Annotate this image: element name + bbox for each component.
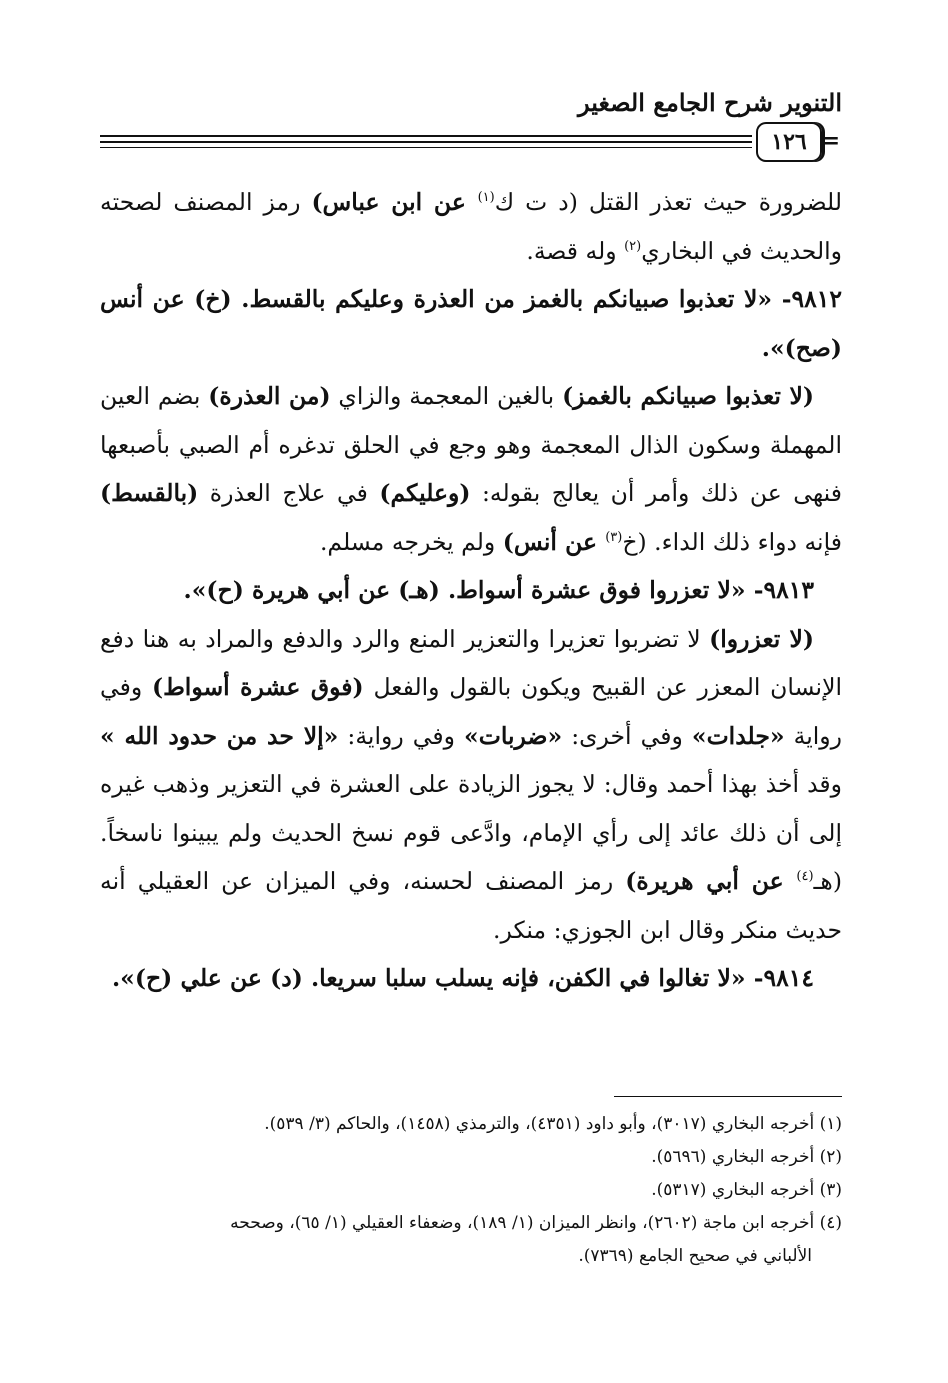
commentary-9813: (لا تعزروا) لا تضربوا تعزيرا والتعزير المنع والرد والدفع والمراد به هنا دفع الإنسان المعزر عن القبيح ويكون بالقول والفعل (فوق عشرة أسواط) وفي رواية «جلدات» وفي أخرى: «ضربات» وفي رواية: «إلا حد من حدود الله » وقد أخذ بهذا أحمد وقال: لا يجوز الزيادة على العشرة في التعزير وذهب غيره إلى أن ذلك عائد إلى رأي الإمام، وادَّعى قوم نسخ الحديث ولم يبينوا ناسخاً. (هـ$^{(٤)}$ عن أبي هريرة) رمز المصنف لحسنه، وفي الميزان عن العقيلي أنه حديث منكر وقال ابن الجوزي: منكر. xyxy=(100,624,843,944)
footnote-ref: (٤) xyxy=(796,869,814,885)
footnote-ref: (١) xyxy=(477,190,495,206)
commentary-9812: (لا تعذبوا صبيانكم بالغمز) بالغين المعجمة والزاي (من العذرة) بضم العين المهملة وسكون الذال المعجمة وهو وجع في الحلق تدغره أم الصبي بأصبعها فنهى عن ذلك وأمر أن يعالج بقوله: (وعليكم) في علاج العذرة (بالقسط) فإنه دواء ذلك الداء. (خ$^{(٣)}$ عن أنس) ولم يخرجه مسلم. xyxy=(100,382,842,556)
paragraph-continuation: للضرورة حيث تعذر القتل (د ت ك$^{(١)}$ عن ابن عباس) رمز المصنف لصحته والحديث في البخاري$^{(٢)}$ وله قصة. xyxy=(100,188,842,265)
footnote-2: (٢) أخرجه البخاري (٥٦٩٦). xyxy=(651,1147,842,1167)
footnote-separator xyxy=(614,1096,842,1097)
footnote-ref: (٢) xyxy=(624,238,642,254)
hadith-9814: ٩٨١٤- «لا تغالوا في الكفن، فإنه يسلب سلبا سريعا. (د) عن علي (ح)». xyxy=(111,964,814,992)
page-number: ١٢٦ xyxy=(756,122,822,162)
rule-line xyxy=(100,135,752,137)
footnote-1: (١) أخرجه البخاري (٣٠١٧)، وأبو داود (٤٣٥١)، والترمذي (١٤٥٨)، والحاكم (٣/ ٥٣٩). xyxy=(264,1114,842,1134)
footnote-ref: (٣) xyxy=(605,529,623,545)
main-text xyxy=(100,178,842,1003)
rule-line xyxy=(100,141,752,143)
hadith-9813: ٩٨١٣- «لا تعزروا فوق عشرة أسواط. (هـ) عن أبي هريرة (ح)». xyxy=(183,576,814,604)
footnote-4: (٤) أخرجه ابن ماجة (٢٦٠٢)، وانظر الميزان (١/ ١٨٩)، وضعفاء العقيلي (١/ ٦٥)، وصححه xyxy=(230,1213,842,1233)
rule-line xyxy=(100,147,752,148)
header-mark: = xyxy=(821,128,840,154)
running-title: التنوير شرح الجامع الصغير xyxy=(578,88,842,117)
header-rule xyxy=(100,122,840,162)
footnote-3: (٣) أخرجه البخاري (٥٣١٧). xyxy=(651,1180,842,1200)
footnotes xyxy=(104,1108,842,1273)
hadith-9812: ٩٨١٢- «لا تعذبوا صبيانكم بالغمز من العذرة وعليكم بالقسط. (خ) عن أنس (صح)». xyxy=(100,285,842,362)
footnote-4-continuation: الألباني في صحيح الجامع (٧٣٦٩). xyxy=(578,1246,812,1266)
